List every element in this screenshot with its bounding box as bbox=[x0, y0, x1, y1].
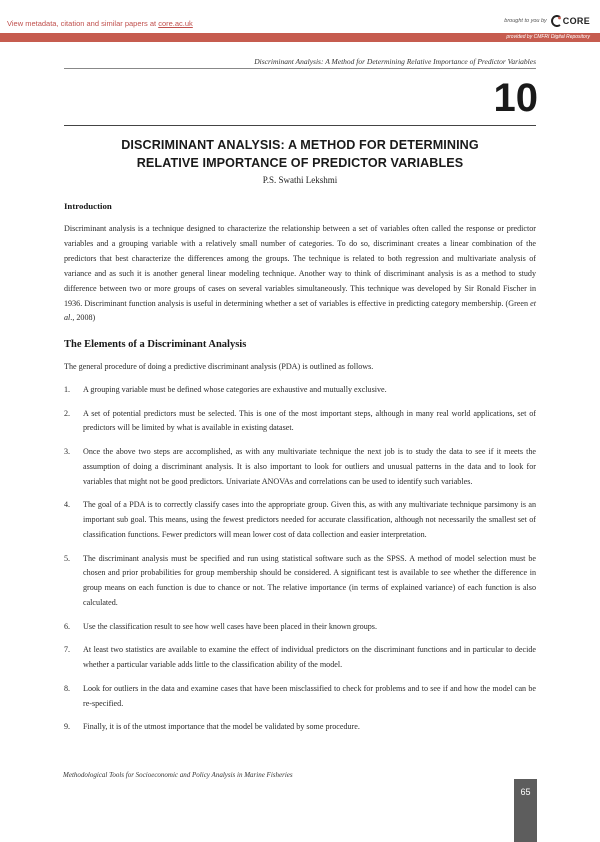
list-item bbox=[64, 682, 536, 712]
page-number: 65 bbox=[520, 787, 531, 797]
chapter-divider bbox=[64, 125, 536, 126]
provided-by-repository[interactable]: provided by CMFRI Digital Repository bbox=[506, 34, 590, 40]
list-item bbox=[64, 498, 536, 543]
step-number: 3. bbox=[64, 446, 71, 456]
list-item bbox=[64, 643, 536, 673]
section-intro: The general procedure of doing a predictive discriminant analysis (PDA) is outlined as follows. bbox=[64, 362, 374, 371]
core-banner bbox=[0, 0, 600, 42]
core-ac-uk-link[interactable]: core.ac.uk bbox=[158, 19, 193, 28]
step-number: 5. bbox=[64, 553, 71, 563]
core-logo-text: CORE bbox=[562, 16, 590, 26]
step-number: 4. bbox=[64, 500, 71, 510]
step-text: The goal of a PDA is to correctly classify cases into the appropriate group. Given this, as with any multivariate technique parsimony is an important sub goal. This means, using the fewest predictors needed for accurate classification, although not necessarily the smallest set of classification functions. Fewer predictors will mean lower cost of data collection and easier interpretation. bbox=[83, 500, 536, 540]
chapter-number: 10 bbox=[493, 76, 538, 120]
list-item bbox=[64, 383, 536, 398]
list-item bbox=[64, 407, 536, 437]
step-number: 9. bbox=[64, 722, 71, 732]
paper-title bbox=[64, 136, 536, 172]
list-item bbox=[64, 552, 536, 612]
step-number: 2. bbox=[64, 408, 71, 418]
step-text: A set of potential predictors must be selected. This is one of the most important steps, although in many real world applications, set of predictors will be limited by what is available in existing dataset. bbox=[83, 408, 536, 433]
intro-text-end: ., 2008) bbox=[70, 313, 96, 323]
core-metadata-link-prefix: View metadata, citation and similar papers at bbox=[7, 19, 159, 28]
step-number: 8. bbox=[64, 683, 71, 693]
intro-text-italic: et al bbox=[64, 298, 536, 323]
step-number: 6. bbox=[64, 621, 71, 631]
step-text: At least two statistics are available to examine the effect of individual predictors on the discriminant functions and in particular to decide whether a particular variable adds little to the classification ability of the model. bbox=[83, 645, 536, 670]
introduction-heading: Introduction bbox=[64, 201, 112, 211]
step-text: Once the above two steps are accomplished, as with any multivariate technique the next job is to study the data to see if it meets the assumption of doing a discriminant analysis. It is also important to look for outliers and unusual patterns in the data and to look for variables that might not be good predictors. Univariate ANOVAs and correlations can be used to identify such variables. bbox=[83, 446, 536, 486]
title-line-1: DISCRIMINANT ANALYSIS: A METHOD FOR DETERMINING bbox=[121, 138, 479, 152]
header-divider bbox=[64, 68, 536, 69]
step-text: A grouping variable must be defined whose categories are exhaustive and mutually exclusive. bbox=[83, 385, 387, 394]
core-logo-icon bbox=[550, 15, 562, 27]
step-number: 7. bbox=[64, 645, 71, 655]
procedure-steps-list bbox=[64, 383, 536, 744]
author-name: P.S. Swathi Lekshmi bbox=[262, 175, 338, 185]
running-header: Discriminant Analysis: A Method for Determining Relative Importance of Predictor Variables bbox=[254, 57, 536, 66]
step-text: Use the classification result to see how well cases have been placed in their known groups. bbox=[83, 621, 377, 631]
list-item bbox=[64, 720, 536, 735]
brought-by-label: brought to you by bbox=[504, 18, 547, 24]
core-brand[interactable] bbox=[504, 13, 590, 29]
core-provided-bar bbox=[0, 33, 600, 42]
core-banner-top bbox=[0, 0, 600, 33]
footer-journal-title: Methodological Tools for Socioeconomic and Policy Analysis in Marine Fisheries bbox=[63, 771, 293, 779]
introduction-paragraph bbox=[64, 222, 536, 326]
list-item bbox=[64, 445, 536, 490]
step-text: The discriminant analysis must be specified and run using statistical software such as the SPSS. A method of model selection must be chosen and prior probabilities for group membership should be considered. A significant test is available to see whether the difference in group means on each function is due to chance or not. The relative importance (in terms of explained variance) of each function is also calculated. bbox=[83, 553, 536, 608]
title-line-2: RELATIVE IMPORTANCE OF PREDICTOR VARIABLES bbox=[136, 156, 464, 170]
step-text: Look for outliers in the data and examine cases that have been misclassified to check for problems and to see if and how the model can be re-specified. bbox=[83, 683, 536, 708]
section-heading: The Elements of a Discriminant Analysis bbox=[64, 339, 247, 350]
step-number: 1. bbox=[64, 385, 71, 394]
intro-text-main: Discriminant analysis is a technique designed to characterize the relationship between a set of variables often called the response or predictor variables and a grouping variable with a relatively small number of categories. To do so, discriminant creates a linear combination of the predictors that best characterize the differences among the groups. The technique is related to both regression and multivariate analysis of variance and as such it is another general linear modeling technique. Another way to think of discriminant analysis is as a method to study difference between two or more groups of cases on several variables simultaneously. This technique was developed by Sir Ronald Fischer in 1936. Discriminant function analysis is useful in determining whether a set of variables is effective in predicting category membership. (Green bbox=[64, 224, 536, 308]
core-metadata-link[interactable] bbox=[7, 19, 193, 28]
list-item bbox=[64, 620, 536, 635]
step-text: Finally, it is of the utmost importance that the model be validated by some procedure. bbox=[83, 722, 360, 732]
